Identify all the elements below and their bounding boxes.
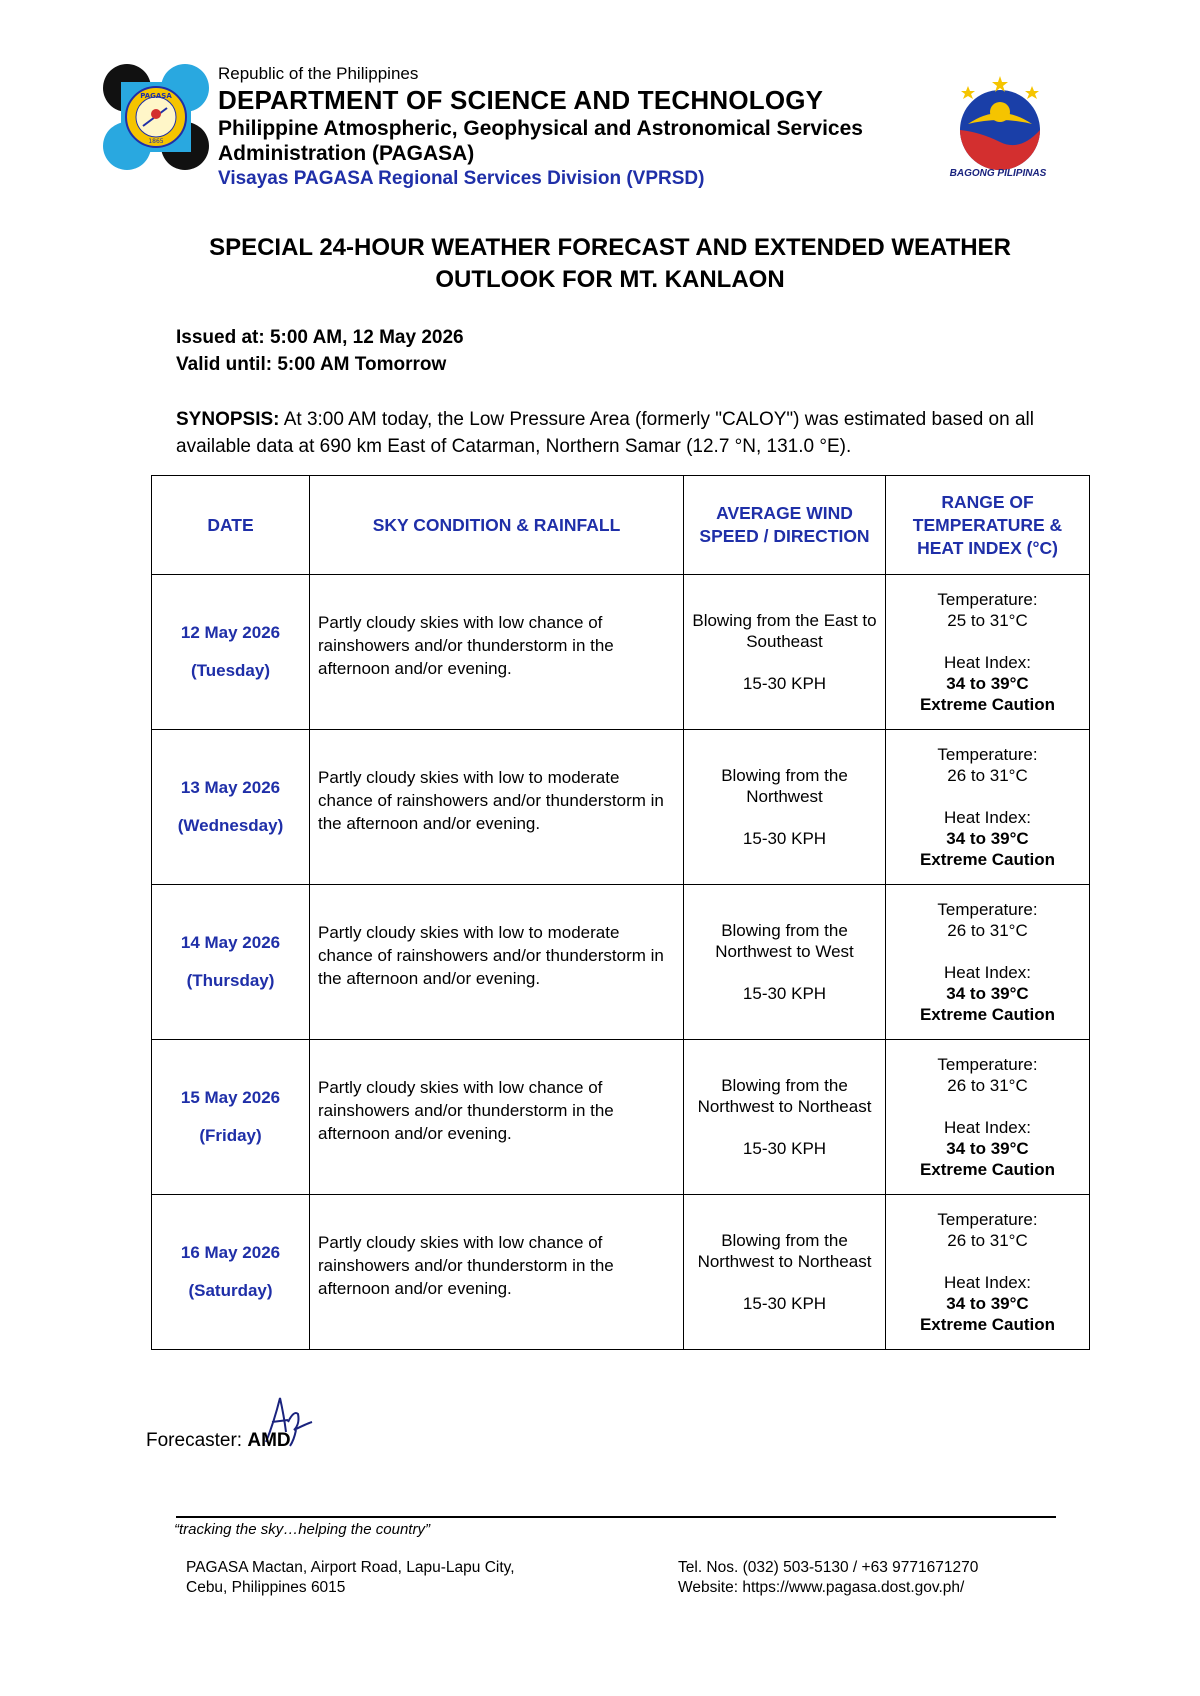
- sky-condition-text: Partly cloudy skies with low chance of rainshowers and/or thunderstorm in the afternoon and/or evening.: [318, 1233, 614, 1298]
- forecast-day: (Tuesday): [190, 661, 271, 680]
- heat-index-range: 34 to 39°C: [946, 1294, 1029, 1313]
- wind-speed: 15-30 KPH: [742, 674, 827, 693]
- sky-condition-text: Partly cloudy skies with low chance of rainshowers and/or thunderstorm in the afternoon and/or evening.: [318, 613, 614, 678]
- footer-divider: [176, 1516, 1056, 1518]
- table-header-row: [152, 476, 1090, 575]
- wind-cell: [684, 730, 886, 885]
- heat-index-label: Heat Index:: [944, 1273, 1031, 1292]
- valid-until: Valid until: 5:00 AM Tomorrow: [176, 354, 447, 375]
- wind-cell: [684, 575, 886, 730]
- footer-telephone: Tel. Nos. (032) 503-5130 / +63 9771671270: [678, 1559, 979, 1576]
- sky-condition-cell: [310, 730, 684, 885]
- temperature-range: 26 to 31°C: [947, 921, 1028, 940]
- wind-direction: Blowing from the Northwest to Northeast: [697, 1231, 872, 1271]
- sky-condition-cell: [310, 885, 684, 1040]
- footer-address-line2: Cebu, Philippines 6015: [186, 1579, 346, 1596]
- department-name: DEPARTMENT OF SCIENCE AND TECHNOLOGY: [218, 85, 824, 115]
- temperature-range: 26 to 31°C: [947, 1231, 1028, 1250]
- issued-at: Issued at: 5:00 AM, 12 May 2026: [176, 327, 464, 348]
- wind-direction: Blowing from the Northwest to Northeast: [697, 1076, 872, 1116]
- heat-index-caution: Extreme Caution: [919, 1315, 1056, 1334]
- page-title: [150, 232, 1070, 296]
- temperature-label: Temperature:: [937, 1210, 1038, 1229]
- forecaster-label: Forecaster:: [146, 1430, 248, 1451]
- sky-condition-text: Partly cloudy skies with low to moderate chance of rainshowers and/or thunderstorm in the afternoon and/or evening.: [318, 923, 664, 988]
- forecast-day: (Thursday): [186, 971, 275, 990]
- table-row: [152, 575, 1090, 730]
- republic-label: Republic of the Philippines: [218, 64, 419, 83]
- synopsis-text: At 3:00 AM today, the Low Pressure Area (formerly "CALOY") was estimated based on all available data at 690 km East of Catarman, Northern Samar (12.7 °N, 131.0 °E).: [176, 409, 1034, 457]
- forecast-date: 13 May 2026: [180, 778, 281, 797]
- temperature-label: Temperature:: [937, 590, 1038, 609]
- heat-index-label: Heat Index:: [944, 808, 1031, 827]
- header-sky-condition: SKY CONDITION & RAINFALL: [310, 476, 684, 575]
- forecast-day: (Wednesday): [177, 816, 284, 835]
- forecast-date: 14 May 2026: [180, 933, 281, 952]
- footer-motto: “tracking the sky…helping the country”: [174, 1521, 430, 1538]
- wind-cell: [684, 1195, 886, 1350]
- wind-direction: Blowing from the East to Southeast: [692, 611, 877, 651]
- table-row: [152, 1195, 1090, 1350]
- division-name: Visayas PAGASA Regional Services Division (VPRSD): [218, 168, 705, 189]
- table-row: [152, 1040, 1090, 1195]
- date-cell: [152, 730, 310, 885]
- wind-cell: [684, 1040, 886, 1195]
- temperature-range: 25 to 31°C: [947, 611, 1028, 630]
- forecaster-name: AMD: [247, 1430, 291, 1451]
- footer-address-line1: PAGASA Mactan, Airport Road, Lapu-Lapu City,: [186, 1559, 515, 1576]
- heat-index-caution: Extreme Caution: [919, 850, 1056, 869]
- heat-index-range: 34 to 39°C: [946, 829, 1029, 848]
- heat-index-caution: Extreme Caution: [919, 1160, 1056, 1179]
- temperature-cell: [886, 1040, 1090, 1195]
- forecast-day: (Saturday): [188, 1281, 273, 1300]
- temperature-cell: [886, 730, 1090, 885]
- temperature-label: Temperature:: [937, 900, 1038, 919]
- wind-speed: 15-30 KPH: [742, 829, 827, 848]
- forecast-date: 16 May 2026: [180, 1243, 281, 1262]
- sky-condition-cell: [310, 575, 684, 730]
- agency-name-line1: Philippine Atmospheric, Geophysical and Astronomical Services: [218, 117, 863, 140]
- pagasa-logo: [103, 64, 209, 170]
- heat-index-caution: Extreme Caution: [919, 1005, 1056, 1024]
- forecaster: [146, 1430, 291, 1452]
- forecast-date: 12 May 2026: [180, 623, 281, 642]
- temperature-cell: [886, 1195, 1090, 1350]
- sky-condition-cell: [310, 1195, 684, 1350]
- synopsis-label: SYNOPSIS:: [176, 409, 280, 430]
- table-row: [152, 730, 1090, 885]
- date-cell: [152, 575, 310, 730]
- forecast-date: 15 May 2026: [180, 1088, 281, 1107]
- title-line1: SPECIAL 24-HOUR WEATHER FORECAST AND EXTENDED WEATHER: [209, 234, 1011, 261]
- title-line2: OUTLOOK FOR MT. KANLAON: [435, 266, 785, 293]
- synopsis: [176, 406, 1076, 460]
- logo-year: 1865: [148, 138, 164, 145]
- temperature-range: 26 to 31°C: [947, 766, 1028, 785]
- logo-text: PAGASA: [140, 92, 172, 100]
- forecast-day: (Friday): [199, 1126, 262, 1145]
- sky-condition-text: Partly cloudy skies with low chance of rainshowers and/or thunderstorm in the afternoon and/or evening.: [318, 1078, 614, 1143]
- temperature-label: Temperature:: [937, 1055, 1038, 1074]
- wind-speed: 15-30 KPH: [742, 984, 827, 1003]
- header-date: DATE: [152, 476, 310, 575]
- temperature-cell: [886, 885, 1090, 1040]
- header-wind: AVERAGE WIND SPEED / DIRECTION: [684, 476, 886, 575]
- footer-website[interactable]: Website: https://www.pagasa.dost.gov.ph/: [678, 1579, 965, 1596]
- wind-direction: Blowing from the Northwest to West: [715, 921, 854, 961]
- heat-index-label: Heat Index:: [944, 1118, 1031, 1137]
- wind-direction: Blowing from the Northwest: [721, 766, 848, 806]
- heat-index-label: Heat Index:: [944, 963, 1031, 982]
- agency-name-line2: Administration (PAGASA): [218, 142, 475, 165]
- heat-index-label: Heat Index:: [944, 653, 1031, 672]
- heat-index-caution: Extreme Caution: [919, 695, 1056, 714]
- wind-cell: [684, 885, 886, 1040]
- forecast-table: [151, 475, 1090, 1350]
- wind-speed: 15-30 KPH: [742, 1139, 827, 1158]
- date-cell: [152, 1040, 310, 1195]
- temperature-label: Temperature:: [937, 745, 1038, 764]
- wind-speed: 15-30 KPH: [742, 1294, 827, 1313]
- temperature-cell: [886, 575, 1090, 730]
- heat-index-range: 34 to 39°C: [946, 984, 1029, 1003]
- bagong-pilipinas-logo: [940, 72, 1060, 182]
- table-row: [152, 885, 1090, 1040]
- sky-condition-text: Partly cloudy skies with low to moderate chance of rainshowers and/or thunderstorm in the afternoon and/or evening.: [318, 768, 664, 833]
- date-cell: [152, 1195, 310, 1350]
- heat-index-range: 34 to 39°C: [946, 1139, 1029, 1158]
- heat-index-range: 34 to 39°C: [946, 674, 1029, 693]
- sky-condition-cell: [310, 1040, 684, 1195]
- bagong-pilipinas-label: BAGONG PILIPINAS: [949, 168, 1047, 179]
- date-cell: [152, 885, 310, 1040]
- temperature-range: 26 to 31°C: [947, 1076, 1028, 1095]
- header-temperature: RANGE OF TEMPERATURE & HEAT INDEX (°C): [886, 476, 1090, 575]
